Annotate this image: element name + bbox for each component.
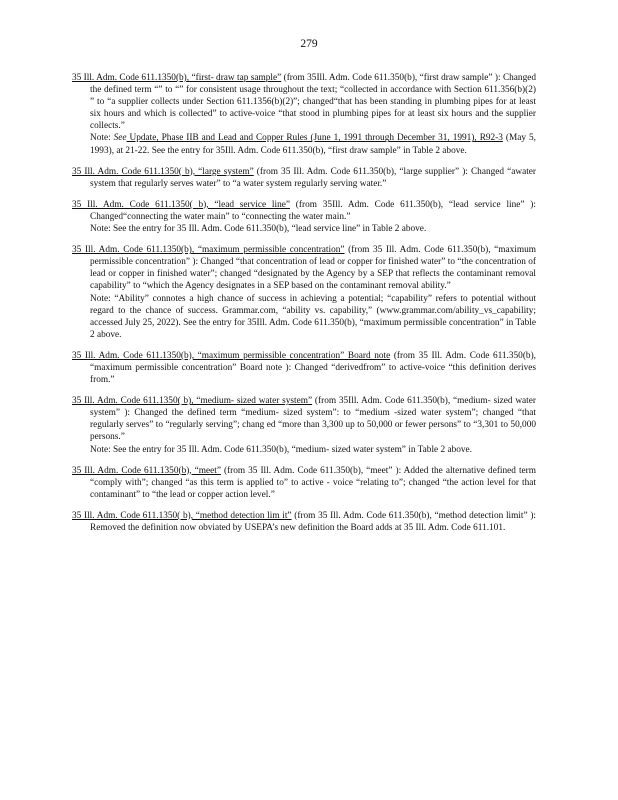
entry-heading: 35 Ill. Adm. Code 611.1350(b), “maximum permissible concentration” <box>72 245 345 256</box>
entry-heading: 35 Ill. Adm. Code 611.1350(b), “maximum permissible concentration” Board note <box>72 350 391 361</box>
entry-body: (from 35 Ill. Adm. Code 611.350(b), “maximum permissible concentration” ): Changed “that concentration of lead or copper for finished water” to “the concentration of lead or copper in finished water”; changed “designated by the Agency by a SEP that reflects the contaminant removal capability” to “which the Agency designates in a SEP based on the contaminant removal ability.” <box>90 245 536 292</box>
entry-heading: 35 Ill. Adm. Code 611.1350(b), “meet” <box>72 465 221 476</box>
note-text: (May 5, 1993), at 21-22. See the entry for 35Ill. Adm. Code 611.350(b), “first draw sample” in Table 2 above. <box>90 133 536 156</box>
entry-heading: 35 Ill. Adm. Code 611.1350( b), “lead service line” <box>72 199 290 210</box>
entry-text <box>72 510 536 534</box>
see-signal: See <box>113 133 127 144</box>
entry-meet <box>72 465 536 501</box>
entry-note: Note: See the entry for 35 Ill. Adm. Code 611.350(b), “lead service line” in Table 2 above. <box>90 224 427 235</box>
entry-body: (from 35Ill. Adm. Code 611.350(b), “first draw sample” ): Changed the defined term “” to “” for consistent usage throughout the text; “collected in accordance with Section 611.356(b)(2) ” to “a supplier collects under Section 611.1356(b)(2)”; changed“that has been standing in plumbing pipes for at least six hours and which is collected” to active-voice “that stood in plumbing pipes for at least six hours and the supplier collects.” <box>90 73 537 132</box>
entry-medium-sized-water-system <box>72 395 536 455</box>
entry-body: (from 35 Ill. Adm. Code 611.350(b), “method detection limit” ): Removed the definition now obviated by USEPA’s new definition the Board adds at 35 Ill. Adm. Code 611.101. <box>90 510 536 533</box>
entry-heading: 35 Ill. Adm. Code 611.1350( b), “medium- sized water system” <box>72 396 313 407</box>
entry-text <box>72 244 536 292</box>
entry-heading: 35 Ill. Adm. Code 611.1350( b), “large system” <box>72 166 254 177</box>
entry-body: (from 35Ill. Adm. Code 611.350(b), “lead service line” ): Changed“connecting the water main” to “connecting the water main.” <box>90 199 536 222</box>
entry-note <box>72 132 536 156</box>
entry-large-system <box>72 166 536 190</box>
entry-mpc-board-note <box>72 350 536 386</box>
entry-heading: 35 Ill. Adm. Code 611.1350( b), “method detection lim it” <box>72 510 292 521</box>
entry-heading: 35 Ill. Adm. Code 611.1350(b), “first- draw tap sample” <box>72 73 282 83</box>
entry-text <box>72 199 536 223</box>
entry-body: (from 35 Ill. Adm. Code 611.350(b), “maximum permissible concentration” Board note ): Changed “derivedfrom” to active-voice “this definition derives from.” <box>90 350 536 386</box>
entry-body: (from 35 Ill. Adm. Code 611.350(b), “meet” ): Added the alternative defined term “comply with”; changed “as this term is applied to” to active - voice “relating to”; changed “the action level for that contaminant” to “the lead or copper action level.” <box>90 465 536 500</box>
entry-note: Note: See the entry for 35 Ill. Adm. Code 611.350(b), “medium- sized water system” in Table 2 above. <box>90 444 472 455</box>
entry-text <box>72 465 536 501</box>
entry-body: (from 35 Ill. Adm. Code 611.350(b), “large supplier” ): Changed “awater system that regularly serves water” to “a water system regularly serving water.” <box>90 166 537 189</box>
note-label: Note: <box>90 133 114 144</box>
entry-body: (from 35Ill. Adm. Code 611.350(b), “medium- sized water system” ): Changed the defined term “medium- sized system”: to “medium -sized water system”; changed “that regularly serves” to “regularly serving”; chang ed “more than 3,300 up to 50,000 or fewer persons” to “3,301 to 50,000 persons.” <box>90 396 536 443</box>
entry-text <box>72 72 536 132</box>
page-number: 279 <box>300 38 318 50</box>
entry-lead-service-line <box>72 199 536 235</box>
entry-note: Note: “Ability” connotes a high chance of success in achieving a potential; “capability” refers to potential without regard to the chance of success. Grammar.com, “ability vs. capability,” (www.grammar.com/ability_vs_capability; accessed July 25, 2022). See the entry for 35Ill. Adm. Code 611.350(b), “maximum permissible concentration” in Table 2 above. <box>90 293 536 340</box>
entry-first-draw-tap-sample <box>72 72 536 157</box>
document-body <box>72 72 536 543</box>
entry-text <box>72 350 536 386</box>
entry-method-detection-limit <box>72 510 536 534</box>
entry-text <box>72 395 536 443</box>
citation-title: Update, Phase IIB and Lead and Copper Rules (June 1, 1991 through December 31, 1991), R92-3 <box>126 133 503 144</box>
entry-text <box>72 166 536 190</box>
entry-maximum-permissible-concentration <box>72 244 536 341</box>
